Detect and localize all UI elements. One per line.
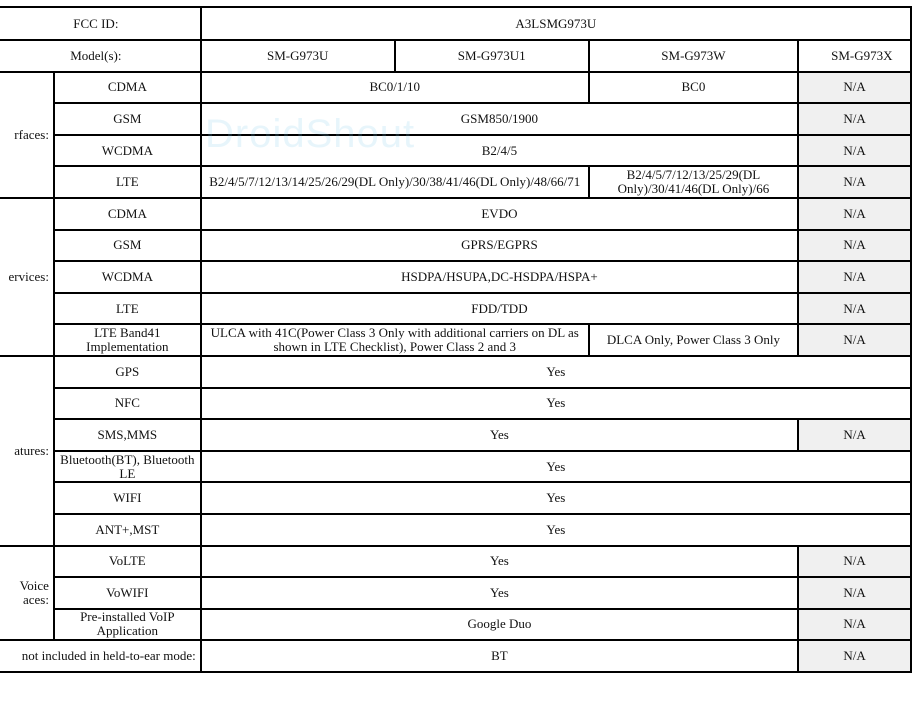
table-row	[0, 514, 911, 546]
model-1: SM-G973U	[201, 40, 395, 72]
table-row	[0, 640, 911, 672]
row-label: WCDMA	[54, 261, 201, 293]
table-row	[0, 135, 911, 167]
cell-value: Google Duo	[201, 609, 798, 641]
na-cell: N/A	[798, 166, 911, 198]
row-label: NFC	[54, 388, 201, 420]
models-label: Model(s):	[0, 40, 201, 72]
cell-value: Yes	[201, 514, 911, 546]
na-cell: N/A	[798, 577, 911, 609]
model-4: SM-G973X	[798, 40, 911, 72]
na-cell: N/A	[798, 293, 911, 325]
table-row	[0, 166, 911, 198]
fcc-label: FCC ID:	[0, 7, 201, 40]
watermark: DroidShout	[205, 112, 416, 156]
row-label: GSM	[54, 103, 201, 135]
row-label: Bluetooth(BT), Bluetooth LE	[54, 451, 201, 483]
models-row	[0, 40, 911, 72]
cell-value: BC0	[589, 72, 798, 104]
table-row	[0, 577, 911, 609]
spec-table	[0, 6, 912, 673]
table-row	[0, 293, 911, 325]
cell-value: B2/4/5/7/12/13/25/29(DL Only)/30/41/46(DL Only)/66	[589, 166, 798, 198]
cell-value: GPRS/EGPRS	[201, 230, 798, 262]
cell-value: Yes	[201, 419, 798, 451]
row-label: VoWIFI	[54, 577, 201, 609]
group-features: atures:	[0, 356, 54, 546]
cell-value: Yes	[201, 577, 798, 609]
group-interfaces: rfaces:	[0, 72, 54, 198]
cell-value: BC0/1/10	[201, 72, 589, 104]
na-cell: N/A	[798, 230, 911, 262]
model-2: SM-G973U1	[395, 40, 589, 72]
na-cell: N/A	[798, 640, 911, 672]
na-cell: N/A	[798, 72, 911, 104]
table-row	[0, 324, 911, 356]
cell-value: BT	[201, 640, 798, 672]
group-services: ervices:	[0, 198, 54, 356]
table-row	[0, 261, 911, 293]
cell-value: EVDO	[201, 198, 798, 230]
row-label: WIFI	[54, 482, 201, 514]
cell-value: ULCA with 41C(Power Class 3 Only with additional carriers on DL as shown in LTE Checklist), Power Class 2 and 3	[201, 324, 589, 356]
na-cell: N/A	[798, 324, 911, 356]
row-label: CDMA	[54, 72, 201, 104]
cell-value: Yes	[201, 388, 911, 420]
na-cell: N/A	[798, 419, 911, 451]
na-cell: N/A	[798, 546, 911, 578]
fcc-value: A3LSMG973U	[201, 7, 911, 40]
table-row	[0, 482, 911, 514]
cell-value: B2/4/5/7/12/13/14/25/26/29(DL Only)/30/38/41/46(DL Only)/48/66/71	[201, 166, 589, 198]
row-label: Pre-installed VoIP Application	[54, 609, 201, 641]
row-label: SMS,MMS	[54, 419, 201, 451]
row-label: ANT+,MST	[54, 514, 201, 546]
table-row	[0, 609, 911, 641]
cell-value: Yes	[201, 451, 911, 483]
table-row	[0, 388, 911, 420]
spec-table-wrap	[0, 6, 912, 673]
table-row	[0, 103, 911, 135]
row-label: LTE	[54, 166, 201, 198]
model-3: SM-G973W	[589, 40, 798, 72]
row-label: WCDMA	[54, 135, 201, 167]
cell-value: Yes	[201, 546, 798, 578]
group-voice-line2: aces:	[22, 591, 49, 607]
row-label: LTE	[54, 293, 201, 325]
cell-value: DLCA Only, Power Class 3 Only	[589, 324, 798, 356]
na-cell: N/A	[798, 135, 911, 167]
na-cell: N/A	[798, 261, 911, 293]
table-row	[0, 230, 911, 262]
row-label: GSM	[54, 230, 201, 262]
row-label: VoLTE	[54, 546, 201, 578]
row-label: CDMA	[54, 198, 201, 230]
cell-value: FDD/TDD	[201, 293, 798, 325]
row-label: GPS	[54, 356, 201, 388]
table-row	[0, 546, 911, 578]
cell-value: Yes	[201, 482, 911, 514]
cell-value: HSDPA/HSUPA,DC-HSDPA/HSPA+	[201, 261, 798, 293]
group-held-to-ear: not included in held-to-ear mode:	[0, 640, 201, 672]
na-cell: N/A	[798, 198, 911, 230]
table-row	[0, 72, 911, 104]
table-row	[0, 419, 911, 451]
na-cell: N/A	[798, 609, 911, 641]
table-row	[0, 451, 911, 483]
na-cell: N/A	[798, 103, 911, 135]
table-row	[0, 356, 911, 388]
cell-value: GSM850/1900	[201, 103, 798, 135]
fcc-row	[0, 7, 911, 40]
cell-value: B2/4/5	[201, 135, 798, 167]
row-label: LTE Band41 Implementation	[54, 324, 201, 356]
cell-value: Yes	[201, 356, 911, 388]
table-row	[0, 198, 911, 230]
group-voice-line1: Voice	[19, 577, 49, 593]
group-voice	[0, 546, 54, 641]
